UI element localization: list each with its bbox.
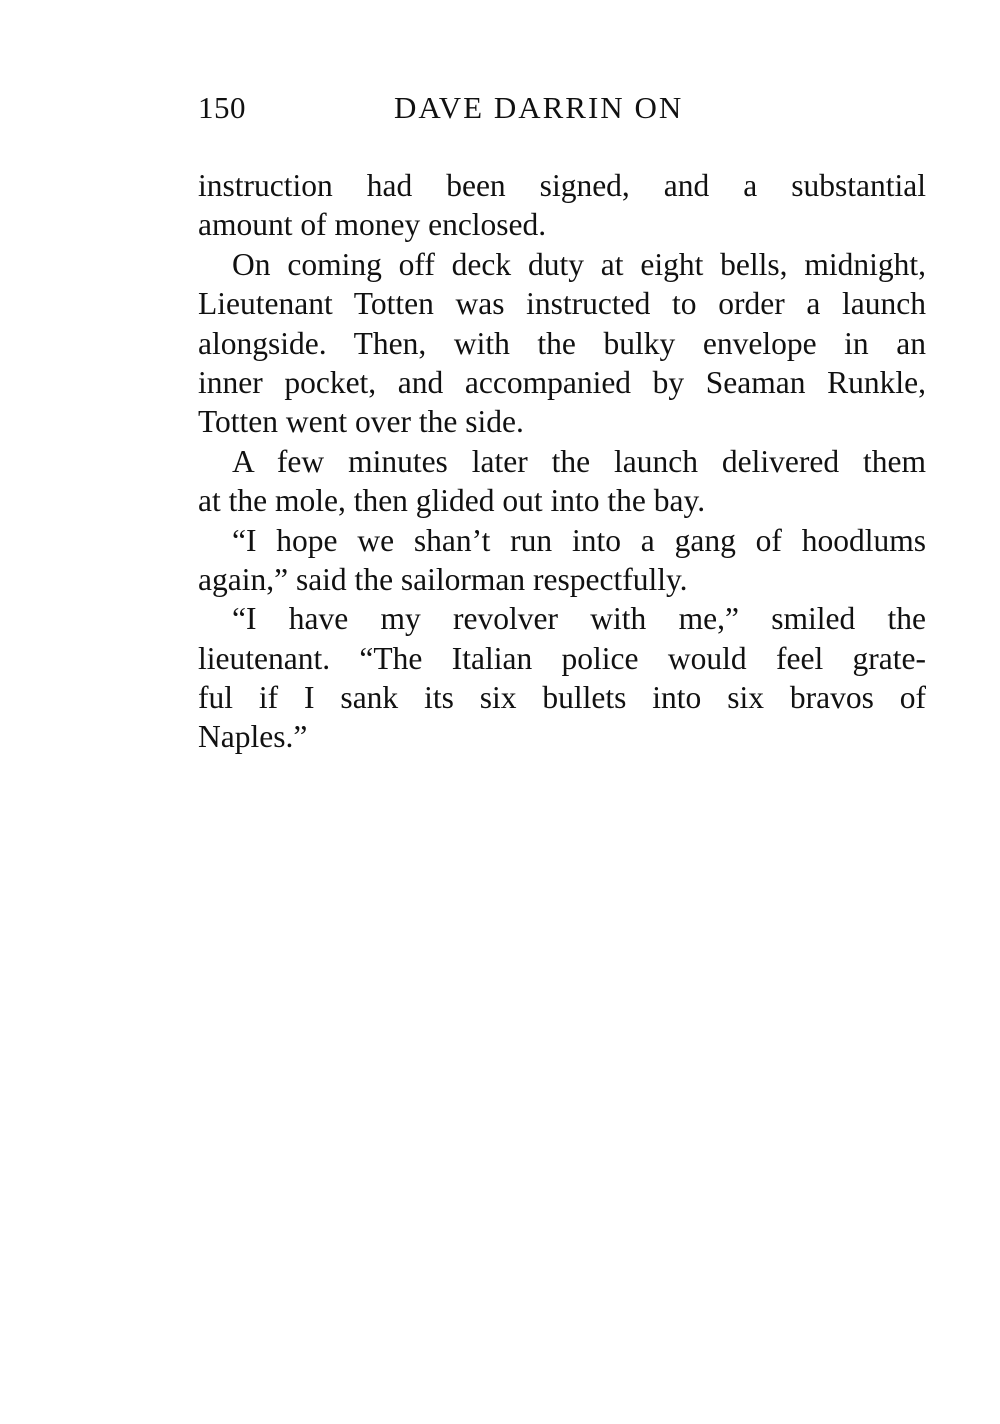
text-line: at the mole, then glided out into the bay. [198,483,706,519]
paragraph [198,521,926,600]
text-line: On coming off deck duty at eight bells, midnight, [232,246,926,282]
running-title: DAVE DARRIN ON [394,90,684,125]
text-line: amount of money enclosed. [198,207,547,243]
text-line: Naples.” [198,719,308,755]
text-line: ful if I sank its six bullets into six bravos of [198,680,926,716]
paragraph [198,442,926,521]
text-line: Lieutenant Totten was instructed to order a launch [198,286,926,322]
page-number: 150 [198,90,246,125]
text-line: “I hope we shan’t run into a gang of hoodlums [232,522,926,558]
paragraph [198,599,926,757]
text-line: again,” said the sailorman respectfully. [198,561,688,597]
text-line: inner pocket, and accompanied by Seaman Runkle, [198,364,926,400]
text-line: Totten went over the side. [198,404,524,440]
paragraph [198,245,926,442]
paragraph [198,166,926,245]
text-line: lieutenant. “The Italian police would feel grate- [198,640,926,676]
body-text [198,166,926,757]
text-line: A few minutes later the launch delivered them [232,443,926,479]
running-head [198,90,928,134]
text-line: “I have my revolver with me,” smiled the [232,601,926,637]
text-line: instruction had been signed, and a substantial [198,168,926,203]
text-line: alongside. Then, with the bulky envelope in an [198,325,926,361]
